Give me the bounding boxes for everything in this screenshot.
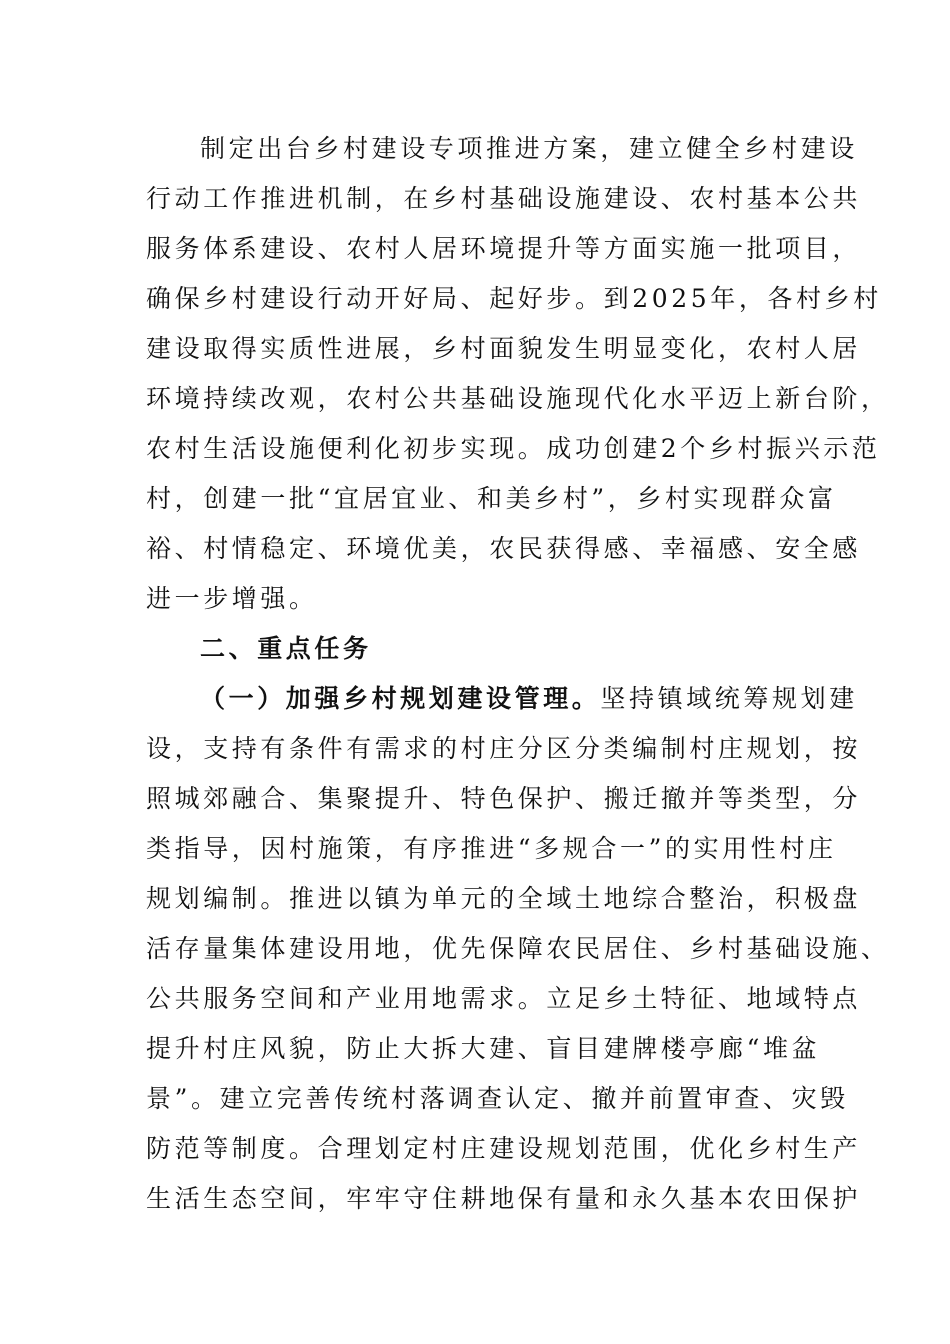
paragraph-2-line-10: 防范等制度。合理划定村庄建设规划范围，优化乡村生产 <box>146 1134 862 1163</box>
paragraph-2-line-2: 设，支持有条件有需求的村庄分区分类编制村庄规划，按 <box>146 734 862 763</box>
paragraph-2-line-3: 照城郊融合、集聚提升、特色保护、搬迁撤并等类型，分 <box>146 784 862 813</box>
paragraph-2-line-9: 景”。建立完善传统村落调查认定、撤并前置审查、灾毁 <box>146 1084 849 1113</box>
paragraph-1-line-3: 服务体系建设、农村人居环境提升等方面实施一批项目， <box>146 234 862 263</box>
paragraph-1-line-6: 环境持续改观，农村公共基础设施现代化水平迈上新台阶， <box>146 384 890 413</box>
paragraph-2-line-7: 公共服务空间和产业用地需求。立足乡土特征、地域特点 <box>146 984 862 1013</box>
document-body <box>146 124 890 1224</box>
paragraph-2-line-6: 活存量集体建设用地，优先保障农民居住、乡村基础设施、 <box>146 934 890 963</box>
paragraph-2-line-1 <box>146 674 858 724</box>
paragraph-1-line-1: 制定出台乡村建设专项推进方案，建立健全乡村建设 <box>200 134 858 163</box>
section-heading: 二、重点任务 <box>200 634 372 663</box>
paragraph-1-line-10: 进一步增强。 <box>146 584 318 613</box>
paragraph-1-line-8: 村，创建一批“宜居宜业、和美乡村”，乡村实现群众富 <box>146 484 837 513</box>
document-page <box>146 124 890 1224</box>
subsection-title: （一）加强乡村规划建设管理。 <box>200 684 601 713</box>
paragraph-1-line-9: 裕、村情稳定、环境优美，农民获得感、幸福感、安全感 <box>146 534 862 563</box>
paragraph-2-line-1-rest: 坚持镇域统筹规划建 <box>600 684 858 713</box>
paragraph-2-line-11: 生活生态空间，牢牢守住耕地保有量和永久基本农田保护 <box>146 1184 862 1213</box>
paragraph-1-line-7: 农村生活设施便利化初步实现。成功创建2个乡村振兴示范 <box>146 434 881 463</box>
paragraph-1-line-5: 建设取得实质性进展，乡村面貌发生明显变化，农村人居 <box>146 334 862 363</box>
paragraph-2-line-5: 规划编制。推进以镇为单元的全域土地综合整治，积极盘 <box>146 884 862 913</box>
paragraph-2-line-4: 类指导，因村施策，有序推进“多规合一”的实用性村庄 <box>146 834 837 863</box>
paragraph-2-line-8: 提升村庄风貌，防止大拆大建、盲目建牌楼亭廊“堆盆 <box>146 1034 821 1063</box>
paragraph-1-line-4: 确保乡村建设行动开好局、起好步。到2025年，各村乡村 <box>146 284 882 313</box>
paragraph-1-line-2: 行动工作推进机制，在乡村基础设施建设、农村基本公共 <box>146 184 862 213</box>
